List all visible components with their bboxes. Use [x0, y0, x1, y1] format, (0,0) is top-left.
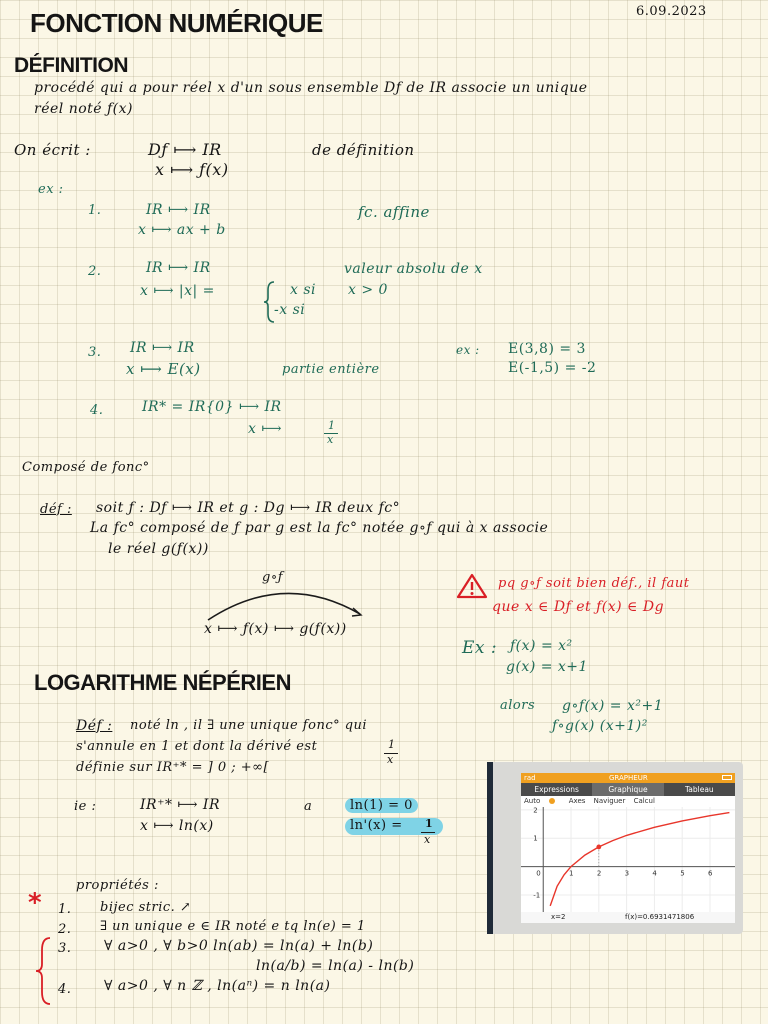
composition-def-line-2: La fc° composé de ƒ par g est la fc° notée g∘ƒ qui à x associe — [90, 520, 549, 536]
property-3-number: 3. — [58, 941, 72, 956]
calculator-cursor-x: x=2 — [551, 913, 566, 921]
example-1-line-1: IR ⟼ IR — [146, 202, 211, 218]
graph-x-tick-label: 0 — [536, 869, 541, 878]
logarithm-ln-prime-text: ln'(x) = — [350, 818, 403, 833]
composition-def-line-3: le réel g(ƒ(x)) — [108, 541, 209, 557]
warning-line-1: pq g∘ƒ soit bien déf., il faut — [498, 576, 690, 591]
composition-result-2: ƒ∘g(x) (x+1)² — [552, 718, 648, 734]
example-1-number: 1. — [88, 203, 102, 218]
graph-x-tick-label: 6 — [707, 869, 713, 878]
example-3-comment: partie entière — [282, 362, 380, 377]
calculator-device-edge — [487, 762, 493, 934]
example-4-fraction-denominator: x — [327, 433, 334, 446]
example-2-condition: x > 0 — [348, 282, 388, 298]
example-1-line-2: x ⟼ ax + b — [138, 222, 226, 238]
tool-auto[interactable]: Auto — [524, 797, 561, 805]
graph-cursor-point — [596, 845, 601, 850]
composition-ex-g: g(x) = x+1 — [506, 659, 588, 675]
graph-y-tick-label: 1 — [533, 834, 538, 843]
calculator-status-bar — [521, 773, 735, 783]
logarithm-map-2: x ⟼ ln(x) — [140, 818, 214, 834]
composition-arc — [200, 584, 370, 624]
definition-line-1: procédé qui a pour réel x d'un sous ensemble Dƒ de IR associe un unique — [34, 80, 588, 96]
calculator-readout: f(x)=0.6931471806 — [625, 913, 695, 921]
graph-x-tick-label: 5 — [680, 869, 685, 878]
composition-arc-label: g∘ƒ — [262, 570, 284, 585]
graph-curve-ln — [550, 813, 729, 906]
graph-y-tick-label: -1 — [533, 891, 541, 900]
example-4-line-1: IR* = IR{0} ⟼ IR — [142, 399, 282, 415]
composition-then-label: alors — [500, 698, 536, 713]
composition-def-line-1: soit ƒ : Dƒ ⟼ IR et g : Dg ⟼ IR deux fc° — [96, 500, 401, 516]
composition-result-1: g∘ƒ(x) = x²+1 — [562, 698, 664, 714]
graph-x-tick-label: 4 — [652, 869, 657, 878]
property-2-text: ∃ un unique e ∈ IR noté e tq ln(e) = 1 — [100, 919, 366, 934]
graph-x-tick-label: 2 — [596, 869, 602, 878]
composition-chain: x ⟼ ƒ(x) ⟼ g(ƒ(x)) — [204, 621, 347, 637]
tab-expressions[interactable]: Expressions — [534, 785, 579, 794]
example-3-ex-1: E(3,8) = 3 — [508, 341, 586, 357]
properties-red-brace — [34, 936, 52, 1006]
calculator-app-title: GRAPHEUR — [609, 774, 648, 782]
page-title: FONCTION NUMÉRIQUE — [30, 8, 323, 38]
example-3-ex-2: E(-1,5) = -2 — [508, 360, 597, 376]
calculator-tabs — [521, 783, 735, 796]
example-3-line-1: IR ⟼ IR — [130, 340, 195, 356]
tool-axes[interactable]: Axes — [568, 797, 586, 805]
property-4-number: 4. — [58, 982, 72, 997]
property-3b-text: ln(a/b) = ln(a) - ln(b) — [256, 958, 415, 974]
notation-note: de définition — [312, 141, 415, 159]
example-4-line-2: x ⟼ — [248, 421, 282, 437]
composition-heading: Composé de fonc° — [22, 460, 150, 475]
tab-tableau[interactable]: Tableau — [684, 785, 714, 794]
example-2-number: 2. — [88, 264, 102, 279]
logarithm-def-label: Déf : — [76, 718, 113, 734]
logarithm-def-line-1: noté ln , il ∃ une unique fonc° qui — [130, 718, 368, 733]
property-1-number: 1. — [58, 902, 72, 917]
property-3-text: ∀ a>0 , ∀ b>0 ln(ab) = ln(a) + ln(b) — [104, 938, 374, 954]
calculator-screen — [521, 773, 735, 923]
calculator-angle-mode: rad — [524, 774, 536, 782]
warning-line-2: que x ∈ Dƒ et ƒ(x) ∈ Dg — [492, 599, 665, 615]
notation-label: On écrit : — [14, 141, 91, 159]
battery-icon — [722, 775, 732, 780]
tab-graphique[interactable]: Graphique — [592, 783, 663, 796]
property-4-text: ∀ a>0 , ∀ n ℤ , ln(aⁿ) = n ln(a) — [104, 978, 331, 994]
notation-line-2: x ⟼ ƒ(x) — [155, 160, 229, 179]
properties-star: * — [28, 888, 42, 918]
example-1-comment: fc. affine — [358, 203, 430, 221]
composition-ex-label: Ex : — [462, 638, 498, 658]
calculator-footer — [521, 912, 735, 923]
warning-icon — [456, 573, 488, 599]
tool-calcul[interactable]: Calcul — [633, 797, 655, 805]
calculator-toolbar — [521, 796, 735, 807]
property-1-text: bijec stric. ↗ — [100, 900, 192, 915]
examples-label: ex : — [38, 182, 64, 197]
example-4-fraction-numerator: 1 — [328, 419, 336, 432]
example-2-line-1: IR ⟼ IR — [146, 260, 211, 276]
logarithm-deriv-denominator: x — [387, 753, 394, 766]
example-3-ex-label: ex : — [456, 343, 480, 357]
tool-naviguer[interactable]: Naviguer — [593, 797, 626, 805]
logarithm-a-label: a — [304, 799, 313, 814]
logarithm-ie-label: ie : — [74, 799, 97, 814]
graph-x-tick-label: 3 — [624, 869, 630, 878]
example-2-comment: valeur absolu de x — [344, 261, 483, 277]
logarithm-def-line-2: s'annule en 1 et dont la dérivé est — [76, 739, 318, 754]
definition-line-2: réel noté ƒ(x) — [34, 101, 133, 117]
logarithm-map-1: IR⁺* ⟼ IR — [140, 797, 221, 813]
example-2-line-2: x ⟼ |x| = — [140, 283, 215, 299]
example-4-number: 4. — [90, 403, 104, 418]
logarithm-ln-prime-numerator: 1 — [425, 817, 434, 830]
graph-y-tick-label: 2 — [533, 807, 538, 815]
example-2-brace-line-1: x si — [290, 282, 317, 298]
logarithm-ln-one-highlight: ln(1) = 0 — [345, 798, 418, 813]
graph-x-tick-label: 1 — [569, 869, 574, 878]
property-2-number: 2. — [58, 922, 72, 937]
logarithm-def-line-3: définie sur IR⁺* = ] 0 ; +∞[ — [76, 760, 270, 775]
example-2-brace-line-2: -x si — [274, 302, 306, 318]
page-date: 6.09.2023 — [636, 4, 707, 19]
logarithm-ln-prime-denominator: x — [424, 833, 431, 846]
logarithm-deriv-numerator: 1 — [388, 738, 396, 751]
definition-heading: DÉFINITION — [14, 54, 128, 77]
notation-line-1: Dƒ ⟼ IR — [148, 140, 222, 159]
example-3-number: 3. — [88, 345, 102, 360]
logarithm-heading: LOGARITHME NÉPÉRIEN — [34, 670, 291, 695]
auto-indicator-icon — [549, 798, 555, 804]
example-3-line-2: x ⟼ E(x) — [126, 360, 201, 378]
composition-def-label: déf : — [40, 502, 72, 517]
calculator-graph[interactable] — [521, 807, 735, 912]
properties-heading: propriétés : — [76, 878, 159, 893]
composition-ex-f: ƒ(x) = x² — [510, 638, 573, 654]
